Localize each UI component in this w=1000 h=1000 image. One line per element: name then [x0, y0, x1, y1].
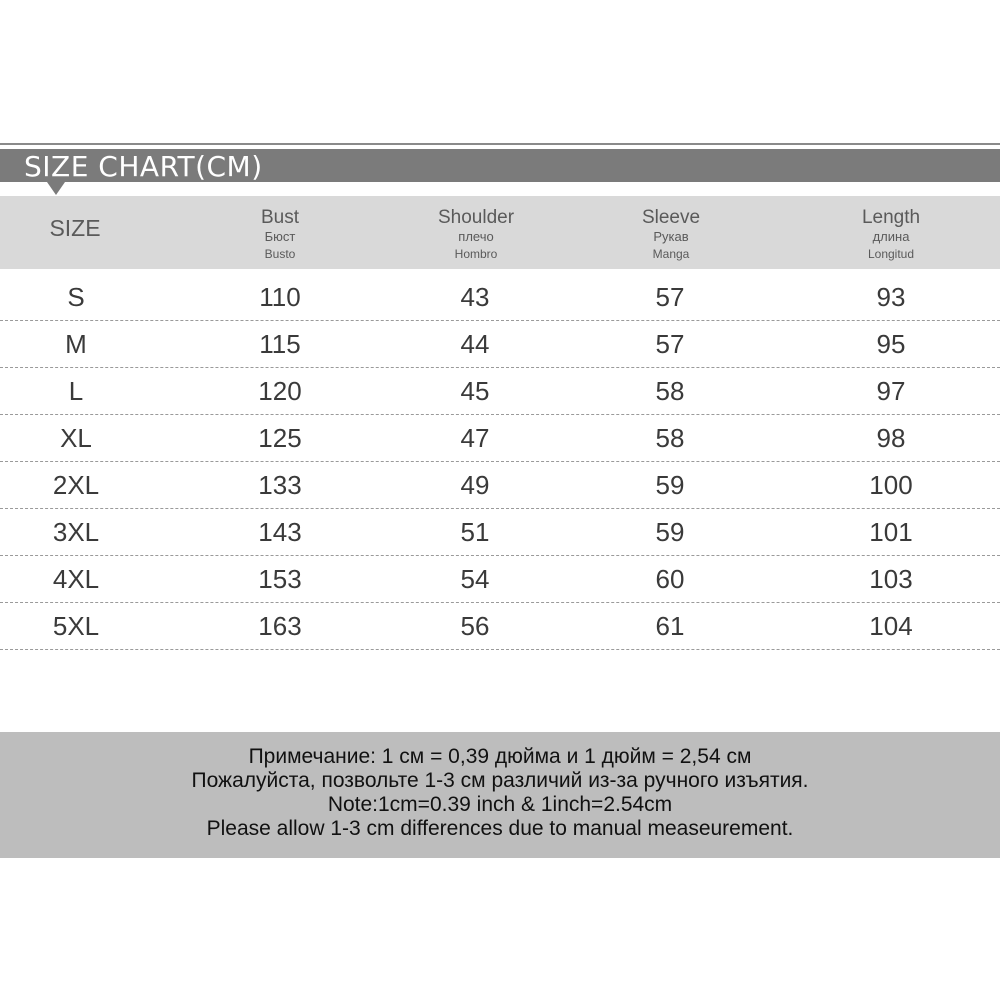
- header-bust-ru: Бюст: [264, 229, 296, 244]
- header-sleeve-ru: Рукав: [653, 229, 689, 244]
- cell-bust: 133: [258, 470, 302, 500]
- header-shoulder-es: Hombro: [454, 247, 498, 261]
- cell-length: 100: [869, 470, 913, 500]
- size-table-body: [0, 274, 1000, 650]
- cell-size: 2XL: [52, 470, 100, 500]
- table-row: [0, 509, 1000, 556]
- header-sleeve: [642, 196, 700, 269]
- table-row: [0, 274, 1000, 321]
- cell-length: 95: [876, 329, 906, 359]
- cell-sleeve: 57: [655, 329, 685, 359]
- header-shoulder-en: Shoulder: [437, 207, 515, 228]
- cell-size: L: [68, 376, 84, 406]
- cell-size: M: [65, 329, 87, 359]
- cell-shoulder: 54: [460, 564, 490, 594]
- table-row: [0, 603, 1000, 650]
- table-row: [0, 556, 1000, 603]
- cell-shoulder: 45: [460, 376, 490, 406]
- cell-sleeve: 57: [655, 282, 685, 312]
- note-line-en-conversion: Note:1cm=0.39 inch & 1inch=2.54cm: [327, 793, 673, 816]
- cell-shoulder: 44: [460, 329, 490, 359]
- cell-size: 5XL: [52, 611, 100, 641]
- cell-shoulder: 56: [460, 611, 490, 641]
- table-row: [0, 321, 1000, 368]
- cell-size: 4XL: [52, 564, 100, 594]
- note-line-ru-tolerance: Пожалуйста, позвольте 1-3 см различий из-за ручного изъятия.: [191, 769, 809, 792]
- cell-shoulder: 51: [460, 517, 490, 547]
- title-pointer-icon: [47, 182, 65, 195]
- cell-bust: 163: [258, 611, 302, 641]
- table-row: [0, 368, 1000, 415]
- cell-shoulder: 49: [460, 470, 490, 500]
- table-header: [0, 196, 1000, 269]
- header-sleeve-en: Sleeve: [641, 207, 701, 228]
- header-bust-es: Busto: [264, 247, 296, 261]
- cell-bust: 153: [258, 564, 302, 594]
- cell-size: 3XL: [52, 517, 100, 547]
- header-length-es: Longitud: [867, 247, 915, 261]
- cell-bust: 115: [259, 329, 301, 359]
- header-size: [49, 196, 100, 269]
- cell-bust: 125: [258, 423, 302, 453]
- cell-length: 93: [876, 282, 906, 312]
- cell-length: 101: [869, 517, 913, 547]
- cell-bust: 120: [258, 376, 302, 406]
- cell-shoulder: 43: [460, 282, 490, 312]
- header-bust: [261, 196, 299, 269]
- page-title: SIZE CHART(CM): [24, 150, 263, 183]
- header-shoulder-ru: плечо: [458, 229, 494, 244]
- cell-length: 103: [869, 564, 913, 594]
- table-row: [0, 462, 1000, 509]
- header-size-label: SIZE: [49, 215, 101, 241]
- cell-sleeve: 60: [655, 564, 685, 594]
- header-length-en: Length: [861, 207, 921, 228]
- header-length: [862, 196, 920, 269]
- note-line-ru-conversion: Примечание: 1 см = 0,39 дюйма и 1 дюйм = 2,54 см: [248, 745, 752, 768]
- cell-length: 104: [869, 611, 913, 641]
- cell-length: 97: [876, 376, 906, 406]
- cell-size: XL: [60, 423, 92, 453]
- header-length-ru: длина: [872, 229, 910, 244]
- header-shoulder: [438, 196, 514, 269]
- table-row: [0, 415, 1000, 462]
- title-bar: [0, 149, 1000, 182]
- cell-size: S: [67, 282, 85, 312]
- top-divider: [0, 143, 1000, 145]
- cell-sleeve: 58: [655, 423, 685, 453]
- cell-sleeve: 58: [655, 376, 685, 406]
- cell-length: 98: [876, 423, 906, 453]
- header-bust-en: Bust: [260, 207, 300, 228]
- cell-bust: 143: [258, 517, 302, 547]
- cell-sleeve: 61: [655, 611, 685, 641]
- cell-shoulder: 47: [460, 423, 490, 453]
- measurement-note: [0, 732, 1000, 858]
- cell-sleeve: 59: [655, 470, 685, 500]
- header-sleeve-es: Manga: [652, 247, 690, 261]
- cell-bust: 110: [259, 282, 301, 312]
- cell-sleeve: 59: [655, 517, 685, 547]
- note-line-en-tolerance: Please allow 1-3 cm differences due to manual measeurement.: [206, 817, 794, 840]
